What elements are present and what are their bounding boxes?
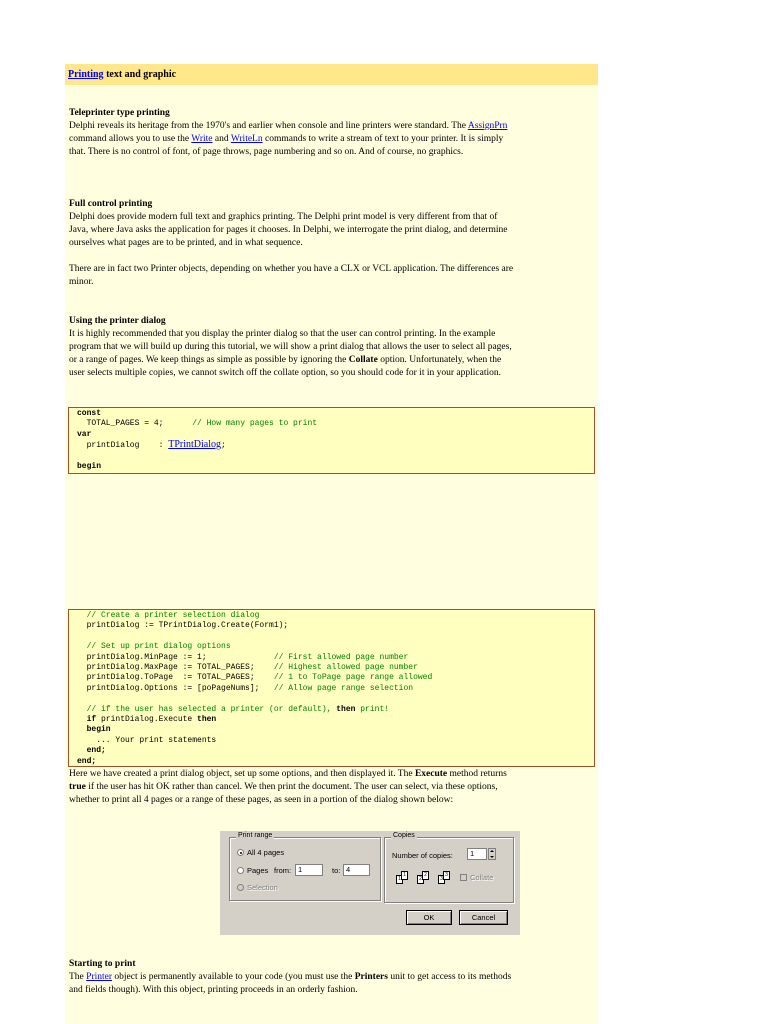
bold-term: Printers bbox=[354, 972, 388, 982]
paragraph-text: There are in fact two Printer objects, depending on whether you have a CLX or VCL application. The differences are minor. bbox=[69, 264, 514, 287]
from-page-input[interactable]: 1 bbox=[295, 864, 323, 876]
section-heading: Full control printing bbox=[69, 199, 153, 209]
paragraph-text: Delphi does provide modern full text and graphics printing. The Delphi print model is very different from that of Java, where Java asks the application for pages it chooses. In Delphi, we interrogate the print dialog, and determine ourselves what pages are to be printed, and in what sequence. bbox=[69, 212, 508, 248]
copies-label: Number of copies: bbox=[392, 851, 453, 860]
code-block-dialog bbox=[68, 609, 595, 767]
code-line: TOTAL_PAGES = 4; bbox=[77, 419, 164, 429]
all-pages-label: All 4 pages bbox=[247, 848, 285, 857]
to-page-input[interactable]: 4 bbox=[343, 864, 370, 876]
code-comment: // How many pages to print bbox=[163, 419, 318, 429]
bold-term: Execute bbox=[414, 769, 448, 779]
section-heading: Starting to print bbox=[69, 959, 136, 969]
collate-page-icon: 2 bbox=[417, 875, 424, 884]
paragraph-text: and bbox=[212, 134, 231, 144]
code-line: printDialog : bbox=[77, 441, 169, 451]
code-comment: // Set up print dialog options bbox=[77, 642, 231, 652]
tprintdialog-link[interactable]: TPrintDialog bbox=[168, 439, 221, 451]
section-starting-to-print bbox=[69, 958, 519, 997]
copies-group bbox=[384, 832, 514, 903]
cancel-button[interactable]: Cancel bbox=[459, 910, 508, 925]
paragraph-text: It is highly recommended that you display the printer dialog so that the user can control printing. In the example program that we will build up during this tutorial, we will show a print dialog that allows the user to select all pages, or a range of pages. We keep things as simple as possible by ignoring the bbox=[69, 329, 512, 365]
ok-button[interactable]: OK bbox=[406, 910, 452, 925]
code-comment: // Allow page range selection bbox=[273, 683, 414, 693]
collate-page-icon: 1 bbox=[401, 871, 408, 880]
to-label: to: bbox=[332, 866, 341, 875]
paragraph-text: command allows you to use the bbox=[69, 134, 192, 144]
write-link[interactable]: Write bbox=[191, 134, 213, 144]
code-line: var bbox=[77, 429, 92, 439]
bold-term: Collate bbox=[348, 355, 378, 365]
collate-checkbox[interactable] bbox=[460, 874, 467, 881]
code-keyword: end; bbox=[77, 746, 106, 756]
assignprn-link[interactable]: AssignPrn bbox=[467, 121, 508, 131]
code-line: printDialog.Execute bbox=[96, 715, 198, 725]
collate-page-icon: 3 bbox=[443, 871, 450, 880]
paragraph-text: object is permanently available to your code (you must use the bbox=[112, 972, 355, 982]
copies-input[interactable]: 1 bbox=[467, 848, 487, 860]
code-comment: // Create a printer selection dialog bbox=[77, 611, 260, 620]
section-full-control bbox=[69, 198, 517, 289]
page-title bbox=[65, 64, 598, 85]
paragraph-text: unit to get access to its methods and fields though). With this object, printing proceeds in an orderly fashion. bbox=[69, 972, 512, 995]
all-pages-radio[interactable] bbox=[237, 849, 244, 856]
code-keyword: begin bbox=[77, 725, 111, 735]
code-line: printDialog.MaxPage := TOTAL_PAGES; bbox=[77, 663, 274, 673]
paragraph-text: Delphi reveals its heritage from the 1970's and earlier when console and line printers were standard. The bbox=[69, 121, 468, 131]
code-keyword: if bbox=[77, 715, 97, 725]
printing-link[interactable]: Printing bbox=[68, 69, 104, 80]
section-after-code bbox=[69, 768, 514, 807]
paragraph-text: The bbox=[69, 972, 87, 982]
title-text: text and graphic bbox=[103, 69, 177, 80]
code-keyword: end; bbox=[77, 756, 97, 766]
code-comment: // Highest allowed page number bbox=[273, 663, 418, 673]
section-heading: Using the printer dialog bbox=[69, 316, 166, 326]
code-keyword: then bbox=[197, 715, 217, 725]
section-heading: Teleprinter type printing bbox=[69, 108, 170, 118]
from-label: from: bbox=[274, 866, 292, 875]
print-dialog-image bbox=[220, 831, 520, 935]
code-comment: // First allowed page number bbox=[273, 652, 409, 662]
pages-label: Pages bbox=[247, 866, 269, 875]
code-line: printDialog.MinPage := 1; bbox=[77, 652, 274, 662]
printer-link[interactable]: Printer bbox=[86, 972, 113, 982]
copies-title: Copies bbox=[393, 832, 415, 839]
code-block-declarations bbox=[68, 407, 595, 474]
collate-page-icon: 1 bbox=[396, 875, 403, 884]
tutorial-page bbox=[65, 64, 598, 1024]
collate-page-icon: 3 bbox=[438, 875, 445, 884]
paragraph-text: commands to write a stream of text to your printer. It is simply that. There is no control of font, of page throws, page numbering and so on. And of course, no graphics. bbox=[69, 134, 504, 157]
pages-radio[interactable] bbox=[237, 867, 244, 874]
selection-label: Selection bbox=[247, 883, 278, 892]
print-range-title: Print range bbox=[238, 832, 273, 839]
code-line: begin bbox=[77, 462, 102, 472]
paragraph-text: if the user has hit OK rather than cancel. We then print the document. The user can select, via these options, whether to print all 4 pages or a range of these pages, as seen in a portion of the dialog shown below: bbox=[69, 782, 498, 805]
selection-radio[interactable] bbox=[237, 884, 244, 891]
code-line: printDialog := TPrintDialog.Create(Form1); bbox=[77, 621, 289, 631]
code-line: ; bbox=[221, 441, 226, 451]
section-printer-dialog bbox=[69, 315, 517, 380]
code-line: printDialog.Options := [poPageNums]; bbox=[77, 683, 274, 693]
collate-label: Collate bbox=[470, 873, 494, 882]
code-comment: print! bbox=[355, 704, 390, 714]
code-comment: // 1 to ToPage page range allowed bbox=[273, 673, 433, 683]
code-line: ... Your print statements bbox=[77, 735, 217, 745]
copies-spin-icon[interactable] bbox=[488, 848, 496, 860]
paragraph-text: Here we have created a print dialog object, set up some options, and then displayed it. The bbox=[69, 769, 415, 779]
code-line: const bbox=[77, 409, 102, 418]
code-keyword: then bbox=[336, 704, 356, 714]
collate-page-icon: 2 bbox=[422, 871, 429, 880]
writeln-link[interactable]: WriteLn bbox=[230, 134, 263, 144]
code-line: printDialog.ToPage := TOTAL_PAGES; bbox=[77, 673, 274, 683]
paragraph-text: method returns bbox=[447, 769, 507, 779]
section-teleprinter bbox=[69, 107, 517, 159]
paragraph-text: option. Unfortunately, when the user selects multiple copies, we cannot switch off the collate option, so you should code for it in your application. bbox=[69, 355, 502, 378]
bold-term: true bbox=[69, 782, 86, 792]
code-comment: // if the user has selected a printer (or default), bbox=[77, 704, 337, 714]
